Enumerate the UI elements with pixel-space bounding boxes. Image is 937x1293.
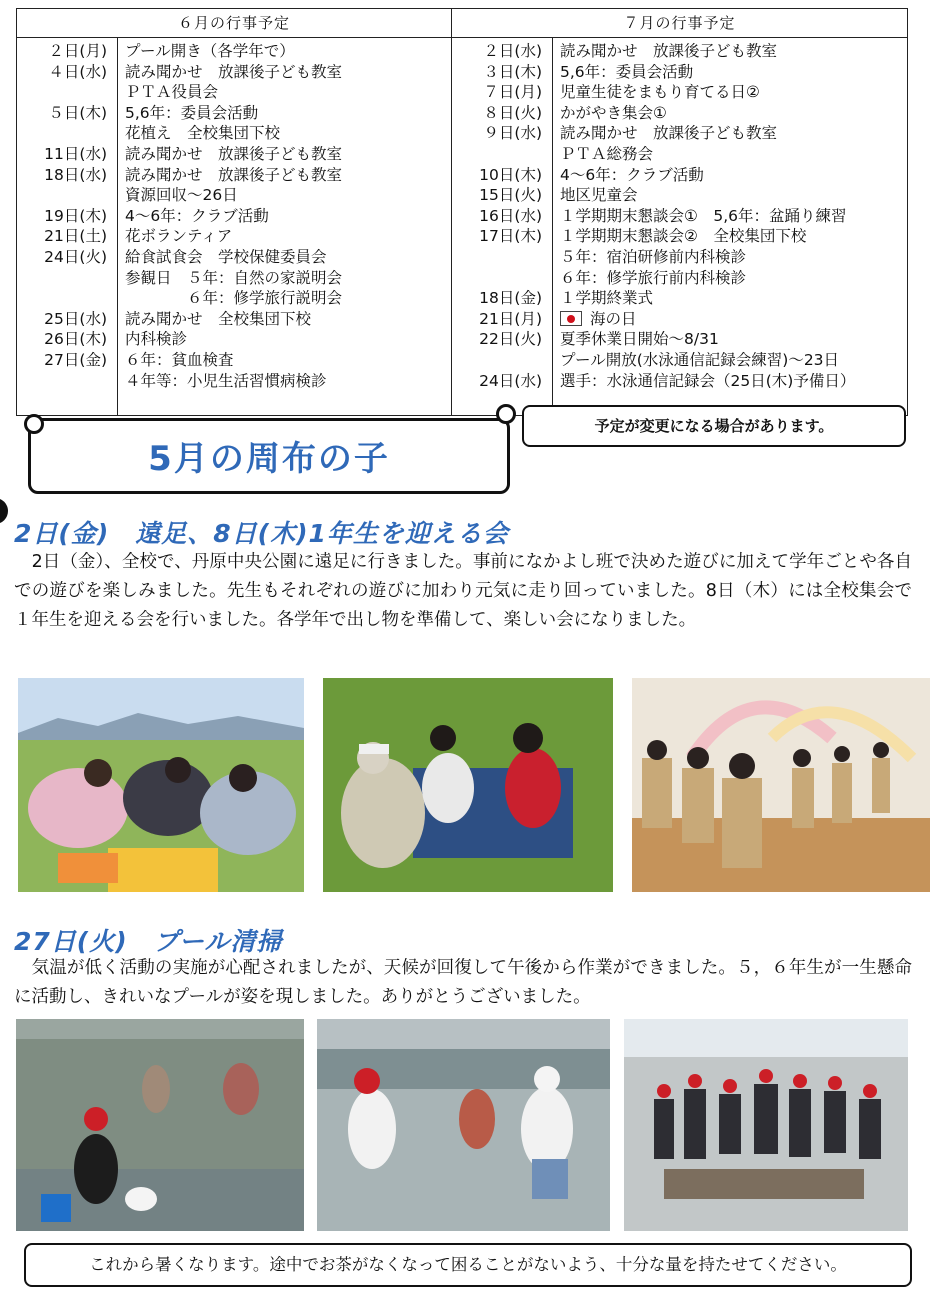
schedule-date: 17日(木) [479, 227, 542, 246]
schedule-date: 18日(金) [479, 289, 542, 308]
schedule-event-text: ４年等：小児生活習慣病検診 [125, 371, 327, 390]
schedule-event [552, 350, 839, 371]
section-text-excursion: 2日（金）、全校で、丹原中央公園に遠足に行きました。事前になかよし班で決めた遊びに加えて学年ごとや各自での遊びを楽しみました。先生もそれぞれの遊びに加わり元気に走り回っていました。8日（木）には全校集会で１年生を迎える会を行いました。各学年で出し物を準備して、楽しい会になりました。 [14, 552, 912, 630]
schedule-date: 24日(水) [479, 371, 542, 390]
schedule-date: 21日(月) [479, 309, 542, 328]
schedule-event-text: １学期期末懇談会① 5,6年：盆踊り練習 [560, 206, 847, 225]
july-schedule-row [452, 82, 907, 103]
schedule-event [117, 185, 238, 206]
schedule-event-text: 読み聞かせ 放課後子ども教室 [125, 62, 343, 81]
june-schedule-row [17, 309, 451, 330]
schedule-event-text: 5,6年：委員会活動 [560, 62, 694, 81]
schedule-event [117, 123, 280, 144]
photo-pool-group [624, 1019, 908, 1231]
june-schedule-row [17, 247, 451, 268]
schedule-event-text: 海の日 [590, 309, 637, 328]
photo-pool-cleaning-2 [317, 1019, 610, 1231]
schedule-date: 22日(火) [479, 330, 542, 349]
section-title-excursion: 2日(金) 遠足、8日(木)1年生を迎える会 [14, 519, 509, 548]
july-schedule-row [452, 144, 907, 165]
schedule-event-text: 読み聞かせ 放課後子ども教室 [125, 144, 343, 163]
schedule-date: 25日(水) [44, 309, 107, 328]
july-schedule-row [452, 41, 907, 62]
schedule-date [452, 144, 552, 165]
schedule-event [552, 288, 653, 309]
schedule-event [117, 226, 232, 247]
july-schedule-row [452, 123, 907, 144]
schedule-event [117, 103, 258, 124]
schedule-event-text: 参観日 ５年：自然の家説明会 [125, 268, 343, 287]
july-schedule-row [452, 247, 907, 268]
june-schedule-row [17, 62, 451, 83]
schedule-date: ７日(月) [483, 83, 542, 102]
schedule-event-text: １学期期末懇談会② 全校集団下校 [560, 227, 807, 246]
schedule-date [452, 350, 552, 371]
schedule-event-text: 5,6年：委員会活動 [125, 103, 259, 122]
schedule-event [552, 123, 777, 144]
june-schedule-row [17, 350, 451, 371]
schedule-event [552, 41, 777, 62]
july-rows [452, 41, 907, 391]
schedule-date [452, 268, 552, 289]
schedule-event [117, 165, 342, 186]
schedule-date: 24日(火) [44, 247, 107, 266]
schedule-event-text: 読み聞かせ 放課後子ども教室 [125, 165, 343, 184]
schedule-event [552, 309, 637, 330]
schedule-event-text: 給食試食会 学校保健委員会 [125, 247, 327, 266]
schedule-date: ２日(月) [48, 42, 107, 60]
july-schedule-row [452, 309, 907, 330]
schedule-event [117, 144, 342, 165]
schedule-date: ２日(水) [483, 42, 542, 60]
schedule-event [552, 103, 667, 124]
schedule-event-text: 花植え 全校集団下校 [125, 124, 281, 143]
july-schedule-row [452, 165, 907, 186]
schedule-event-text: 花ボランティア [125, 227, 233, 246]
schedule-event [552, 165, 704, 186]
schedule-date [17, 268, 117, 289]
june-header: ６月の行事予定 [17, 9, 451, 38]
schedule-event-text: かがやき集会① [560, 103, 667, 122]
schedule-event [117, 329, 187, 350]
schedule-date: 16日(水) [479, 206, 542, 225]
schedule-date: 15日(火) [479, 186, 542, 205]
schedule-date: 26日(木) [44, 330, 107, 349]
july-schedule-row [452, 62, 907, 83]
june-schedule-row [17, 144, 451, 165]
schedule-date: 27日(金) [44, 350, 107, 369]
schedule-date: ４日(水) [48, 62, 107, 81]
schedule-date: 21日(土) [44, 227, 107, 246]
schedule-event-text: ５年：宿泊研修前内科検診 [560, 247, 747, 266]
june-schedule-row [17, 185, 451, 206]
schedule-event [552, 185, 638, 206]
schedule-date: 18日(水) [44, 165, 107, 184]
section-text-pool: 気温が低く活動の実施が心配されましたが、天候が回復して午後から作業ができました。５，６年生が一生懸命に活動し、きれいなプールが姿を現しました。ありがとうございました。 [14, 958, 912, 1007]
july-column [451, 9, 907, 415]
july-schedule-row [452, 206, 907, 227]
schedule-event-text: 読み聞かせ 全校集団下校 [125, 309, 312, 328]
schedule-event-text: 4～6年：クラブ活動 [125, 206, 269, 225]
schedule-date: ９日(水) [483, 124, 542, 143]
schedule-date [17, 123, 117, 144]
schedule-event [117, 41, 295, 62]
photo-teacher-students-grass [323, 678, 613, 892]
schedule-date: 10日(木) [479, 165, 542, 184]
schedule-event [117, 350, 234, 371]
schedule-event [117, 62, 342, 83]
schedule-event-text: 資源回収～26日 [125, 186, 238, 205]
schedule-event [552, 371, 855, 392]
schedule-event-text: 地区児童会 [560, 186, 638, 205]
schedule-date: ５日(木) [48, 103, 107, 122]
june-schedule-row [17, 268, 451, 289]
june-schedule-row [17, 226, 451, 247]
july-schedule-row [452, 371, 907, 392]
june-schedule-row [17, 206, 451, 227]
schedule-event-text: ６年：修学旅行前内科検診 [560, 268, 747, 287]
schedule-event-text: 内科検診 [125, 330, 188, 349]
month-banner [28, 418, 510, 494]
schedule-event [117, 82, 218, 103]
schedule-event [552, 62, 693, 83]
july-schedule-row [452, 226, 907, 247]
june-schedule-row [17, 123, 451, 144]
schedule-date [17, 371, 117, 392]
schedule-event [552, 206, 847, 227]
july-schedule-row [452, 350, 907, 371]
june-schedule-row [17, 371, 451, 392]
july-header: ７月の行事予定 [452, 9, 907, 38]
schedule-event [552, 226, 806, 247]
schedule-event [552, 82, 760, 103]
schedule-event [552, 268, 746, 289]
schedule-event-text: ６年：修学旅行説明会 [125, 289, 343, 308]
schedule-date [17, 82, 117, 103]
schedule-table [16, 8, 908, 416]
schedule-date: 11日(水) [44, 144, 107, 163]
scroll-curl-icon [24, 414, 44, 434]
schedule-date: 19日(木) [44, 206, 107, 225]
july-schedule-row [452, 268, 907, 289]
bottom-notice: これから暑くなります。途中でお茶がなくなって困ることがないよう、十分な量を持たせてください。 [24, 1243, 912, 1287]
margin-dot [0, 498, 8, 524]
schedule-event-text: 児童生徒をまもり育てる日② [560, 83, 760, 102]
june-rows [17, 41, 451, 391]
june-column [17, 9, 451, 415]
schedule-change-notice: 予定が変更になる場合があります。 [522, 405, 906, 447]
scroll-curl-icon [496, 404, 516, 424]
june-schedule-row [17, 103, 451, 124]
july-schedule-row [452, 329, 907, 350]
schedule-event-text: １学期終業式 [560, 289, 654, 308]
schedule-date: ３日(木) [483, 62, 542, 81]
schedule-date [452, 247, 552, 268]
schedule-event [552, 247, 746, 268]
schedule-event-text: ６年：貧血検査 [125, 350, 234, 369]
banner-title: 5月の周布の子 [148, 439, 390, 479]
schedule-event [552, 329, 719, 350]
schedule-event [117, 309, 311, 330]
schedule-event [117, 206, 269, 227]
june-schedule-row [17, 288, 451, 309]
schedule-event-text: 4～6年：クラブ活動 [560, 165, 704, 184]
schedule-event [552, 144, 653, 165]
schedule-event [117, 288, 342, 309]
schedule-date [17, 288, 117, 309]
schedule-event-text: 選手：水泳通信記録会（25日(木)予備日） [560, 371, 856, 390]
schedule-event [117, 268, 342, 289]
japan-flag-icon [560, 311, 582, 326]
schedule-event-text: ＰＴＡ総務会 [560, 144, 654, 163]
schedule-event-text: プール開き（各学年で） [125, 42, 295, 60]
june-schedule-row [17, 329, 451, 350]
photo-picnic-group [18, 678, 304, 892]
photo-welcome-arch-gym [632, 678, 930, 892]
schedule-event [117, 247, 327, 268]
photo-pool-cleaning-1 [16, 1019, 304, 1231]
schedule-event-text: 夏季休業日開始～8/31 [560, 330, 719, 349]
schedule-event-text: 読み聞かせ 放課後子ども教室 [560, 124, 778, 143]
schedule-date: ８日(火) [483, 103, 542, 122]
july-schedule-row [452, 288, 907, 309]
july-schedule-row [452, 185, 907, 206]
june-schedule-row [17, 165, 451, 186]
schedule-event-text: ＰＴＡ役員会 [125, 83, 219, 102]
schedule-event [117, 371, 327, 392]
schedule-event-text: 読み聞かせ 放課後子ども教室 [560, 42, 778, 60]
june-schedule-row [17, 82, 451, 103]
schedule-date [17, 185, 117, 206]
section-title-pool: 27日(火) プール清掃 [14, 927, 283, 956]
june-schedule-row [17, 41, 451, 62]
schedule-event-text: プール開放(水泳通信記録会練習)～23日 [560, 350, 840, 369]
july-schedule-row [452, 103, 907, 124]
